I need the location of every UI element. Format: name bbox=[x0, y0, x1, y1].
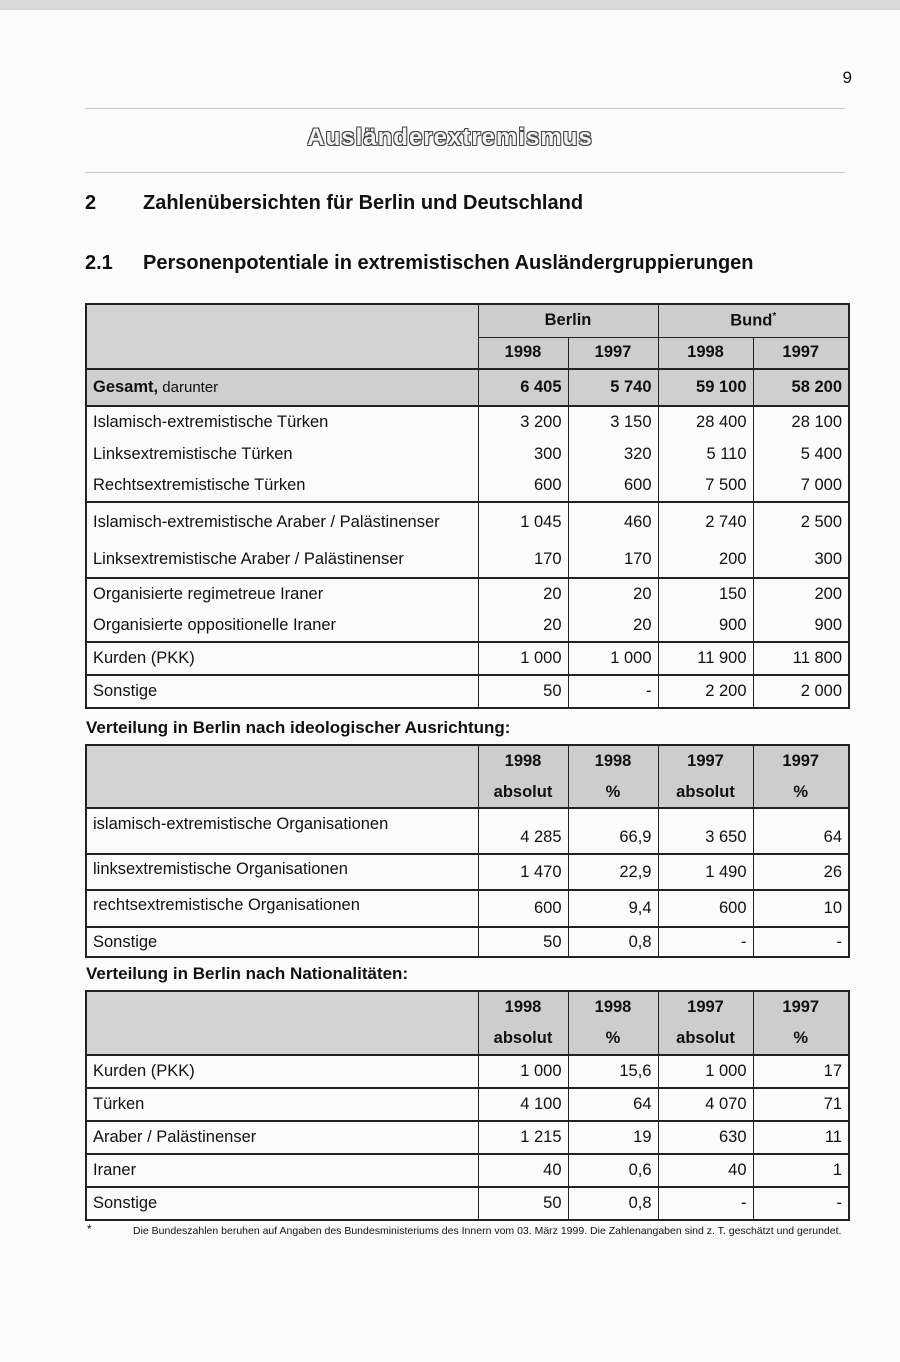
table1-cell: 2 740 bbox=[658, 502, 753, 542]
page-number: 9 bbox=[842, 68, 852, 87]
table2-cell: 50 bbox=[478, 927, 568, 957]
table-row bbox=[86, 854, 849, 890]
table2-row-label: Sonstige bbox=[86, 927, 478, 957]
table3-header-cell: 1997 bbox=[753, 991, 849, 1023]
table-row bbox=[86, 642, 849, 675]
table3-cell: - bbox=[658, 1187, 753, 1220]
table3-cell: 1 000 bbox=[478, 1055, 568, 1088]
table1-year-berlin-1998: 1998 bbox=[478, 337, 568, 369]
table1-total-cell: 6 405 bbox=[478, 369, 568, 406]
table2-cell: 3 650 bbox=[658, 808, 753, 854]
table1-cell: 3 150 bbox=[568, 406, 658, 438]
table1-cell: 200 bbox=[753, 578, 849, 610]
table2-header-cell: absolut bbox=[658, 777, 753, 808]
table2-header-cell: 1997 bbox=[753, 745, 849, 777]
table2-cell: - bbox=[753, 927, 849, 957]
table1-cell: 20 bbox=[568, 578, 658, 610]
table1-cell: 3 200 bbox=[478, 406, 568, 438]
table-row bbox=[86, 1187, 849, 1220]
table1-cell: 20 bbox=[568, 610, 658, 642]
table2-cell: 64 bbox=[753, 808, 849, 854]
table3-cell: 19 bbox=[568, 1121, 658, 1154]
table1-cell: 1 000 bbox=[478, 642, 568, 675]
table2-header-cell: % bbox=[568, 777, 658, 808]
table1-header-bund-mark: * bbox=[772, 311, 777, 322]
table3-cell: - bbox=[753, 1187, 849, 1220]
table1-cell: 20 bbox=[478, 610, 568, 642]
table1-total-label-small: darunter bbox=[158, 379, 219, 396]
table3-cell: 15,6 bbox=[568, 1055, 658, 1088]
table2-header-cell: absolut bbox=[478, 777, 568, 808]
table1-cell: 900 bbox=[658, 610, 753, 642]
table3-header-cell: % bbox=[753, 1023, 849, 1055]
table1-year-bund-1998: 1998 bbox=[658, 337, 753, 369]
table2-cell: 4 285 bbox=[478, 808, 568, 854]
table1-cell: 1 000 bbox=[568, 642, 658, 675]
table1-cell: 2 500 bbox=[753, 502, 849, 542]
table1-cell: 600 bbox=[478, 470, 568, 502]
table3-row-label: Araber / Palästinenser bbox=[86, 1121, 478, 1154]
table1-cell: - bbox=[568, 675, 658, 708]
table-row bbox=[86, 1088, 849, 1121]
table-row bbox=[86, 1055, 849, 1088]
header-rule-bottom bbox=[85, 172, 845, 173]
table3-header-cell: absolut bbox=[478, 1023, 568, 1055]
table3-header-row-top bbox=[86, 991, 849, 1023]
table1-cell: 28 400 bbox=[658, 406, 753, 438]
table-row bbox=[86, 927, 849, 957]
table2-row-label: linksextremistische Organisationen bbox=[86, 854, 478, 890]
table3-row-label: Iraner bbox=[86, 1154, 478, 1187]
table-row bbox=[86, 675, 849, 708]
table3-cell: 630 bbox=[658, 1121, 753, 1154]
table1-total-cell: 58 200 bbox=[753, 369, 849, 406]
table1-cell: 11 800 bbox=[753, 642, 849, 675]
scan-top-edge bbox=[0, 0, 900, 10]
table1-cell: 170 bbox=[478, 542, 568, 578]
table2-cell: 1 490 bbox=[658, 854, 753, 890]
table3-header-cell: absolut bbox=[658, 1023, 753, 1055]
table3-cell: 71 bbox=[753, 1088, 849, 1121]
table1-group-header-row bbox=[86, 304, 849, 337]
table1-cell: 5 110 bbox=[658, 438, 753, 470]
table2-cell: 0,8 bbox=[568, 927, 658, 957]
table1-cell: 2 000 bbox=[753, 675, 849, 708]
table2-cell: 22,9 bbox=[568, 854, 658, 890]
table2-header-cell: 1998 bbox=[478, 745, 568, 777]
table3-cell: 11 bbox=[753, 1121, 849, 1154]
chapter-banner: Ausländerextremismus bbox=[307, 124, 593, 151]
table2-cell: 9,4 bbox=[568, 890, 658, 927]
table2-cell: 26 bbox=[753, 854, 849, 890]
table1-cell: 300 bbox=[753, 542, 849, 578]
table-row bbox=[86, 890, 849, 927]
table-row bbox=[86, 1154, 849, 1187]
table3-cell: 40 bbox=[658, 1154, 753, 1187]
table1-cell: 170 bbox=[568, 542, 658, 578]
table1-cell: 2 200 bbox=[658, 675, 753, 708]
table-row bbox=[86, 502, 849, 542]
table1-row-label: Linksextremistische Araber / Palästinenser bbox=[93, 550, 404, 568]
table1-cell: 11 900 bbox=[658, 642, 753, 675]
table1-total-cell: 5 740 bbox=[568, 369, 658, 406]
table2-cell: 1 470 bbox=[478, 854, 568, 890]
subsection-title: Personenpotentiale in extremistischen Ausländergruppierungen bbox=[143, 252, 754, 274]
table1-cell: 1 045 bbox=[478, 502, 568, 542]
table1-total-cell: 59 100 bbox=[658, 369, 753, 406]
table-row bbox=[86, 578, 849, 610]
table1-cell: 50 bbox=[478, 675, 568, 708]
table-row bbox=[86, 610, 849, 642]
table1-row-label: Organisierte regimetreue Iraner bbox=[86, 578, 478, 610]
table-row bbox=[86, 406, 849, 438]
table3-header-cell: 1998 bbox=[478, 991, 568, 1023]
table-row bbox=[86, 438, 849, 470]
table1-year-bund-1997: 1997 bbox=[753, 337, 849, 369]
table1-total-row bbox=[86, 369, 849, 406]
table2-cell: - bbox=[658, 927, 753, 957]
table1-total-label bbox=[86, 369, 478, 406]
table3-cell: 64 bbox=[568, 1088, 658, 1121]
table1-cell: 900 bbox=[753, 610, 849, 642]
table1-cell: 460 bbox=[568, 502, 658, 542]
table3-cell: 4 070 bbox=[658, 1088, 753, 1121]
table3-cell: 0,8 bbox=[568, 1187, 658, 1220]
table-row bbox=[86, 542, 849, 578]
table-row bbox=[86, 470, 849, 502]
table-personenpotentiale bbox=[85, 303, 850, 709]
table1-cell: 7 500 bbox=[658, 470, 753, 502]
table1-row-label: Organisierte oppositionelle Iraner bbox=[93, 616, 337, 634]
table1-cell: 600 bbox=[568, 470, 658, 502]
table1-cell: 7 000 bbox=[753, 470, 849, 502]
table2-header-cell: % bbox=[753, 777, 849, 808]
table1-cell: 5 400 bbox=[753, 438, 849, 470]
table1-cell: 320 bbox=[568, 438, 658, 470]
table3-cell: 50 bbox=[478, 1187, 568, 1220]
table2-header-cell: 1997 bbox=[658, 745, 753, 777]
table2-header-row-top bbox=[86, 745, 849, 777]
table1-header-berlin: Berlin bbox=[478, 304, 658, 337]
table-row bbox=[86, 808, 849, 854]
table3-cell: 1 000 bbox=[658, 1055, 753, 1088]
table2-header-blank bbox=[86, 745, 478, 808]
table2-cell: 66,9 bbox=[568, 808, 658, 854]
section-number: 2 bbox=[85, 192, 97, 214]
section-heading bbox=[85, 192, 583, 215]
subsection-number: 2.1 bbox=[85, 252, 113, 274]
table1-row-label: Rechtsextremistische Türken bbox=[93, 476, 306, 494]
table3-cell: 1 215 bbox=[478, 1121, 568, 1154]
table1-cell: 20 bbox=[478, 578, 568, 610]
table3-header-cell: % bbox=[568, 1023, 658, 1055]
table1-year-berlin-1997: 1997 bbox=[568, 337, 658, 369]
section-title: Zahlenübersichten für Berlin und Deutschland bbox=[143, 192, 584, 214]
table1-total-label-bold: Gesamt, bbox=[93, 378, 159, 396]
table1-row-label: Kurden (PKK) bbox=[86, 642, 478, 675]
table-ideologische-ausrichtung bbox=[85, 744, 850, 958]
table1-cell: 200 bbox=[658, 542, 753, 578]
table1-cell: 300 bbox=[478, 438, 568, 470]
table1-header-bund bbox=[658, 304, 849, 337]
footnote-mark: * bbox=[87, 1222, 92, 1236]
table3-header-cell: 1998 bbox=[568, 991, 658, 1023]
table3-cell: 40 bbox=[478, 1154, 568, 1187]
table3-header-cell: 1997 bbox=[658, 991, 753, 1023]
table3-row-label: Sonstige bbox=[86, 1187, 478, 1220]
table-row bbox=[86, 1121, 849, 1154]
table1-cell: 150 bbox=[658, 578, 753, 610]
table3-cell: 1 bbox=[753, 1154, 849, 1187]
table3-row-label: Kurden (PKK) bbox=[86, 1055, 478, 1088]
subsection-heading bbox=[85, 252, 754, 275]
table3-title: Verteilung in Berlin nach Nationalitäten: bbox=[86, 964, 409, 983]
table1-row-label: Islamisch-extremistische Araber / Palästinenser bbox=[86, 502, 478, 542]
table1-row-label: Sonstige bbox=[86, 675, 478, 708]
table-nationalitaeten bbox=[85, 990, 850, 1221]
table1-row-label: Linksextremistische Türken bbox=[93, 444, 293, 463]
table2-row-label: islamisch-extremistische Organisationen bbox=[86, 808, 478, 854]
table3-cell: 0,6 bbox=[568, 1154, 658, 1187]
footnote-text: Die Bundeszahlen beruhen auf Angaben des Bundesministeriums des Innern vom 03. März 1999. Die Zahlenangaben sind z. T. geschätzt und gerundet. bbox=[133, 1225, 842, 1237]
table3-header-blank bbox=[86, 991, 478, 1055]
header-rule-top bbox=[85, 108, 845, 109]
table1-row-label: Islamisch-extremistische Türken bbox=[86, 406, 478, 438]
table3-cell: 4 100 bbox=[478, 1088, 568, 1121]
table2-cell: 600 bbox=[478, 890, 568, 927]
table3-row-label: Türken bbox=[86, 1088, 478, 1121]
table2-row-label: rechtsextremistische Organisationen bbox=[86, 890, 478, 927]
table3-cell: 17 bbox=[753, 1055, 849, 1088]
table1-cell: 28 100 bbox=[753, 406, 849, 438]
table2-cell: 10 bbox=[753, 890, 849, 927]
table1-header-bund-label: Bund bbox=[730, 311, 773, 330]
table2-header-cell: 1998 bbox=[568, 745, 658, 777]
table2-title: Verteilung in Berlin nach ideologischer Ausrichtung: bbox=[86, 718, 511, 737]
table2-cell: 600 bbox=[658, 890, 753, 927]
table1-header-blank bbox=[86, 304, 478, 369]
